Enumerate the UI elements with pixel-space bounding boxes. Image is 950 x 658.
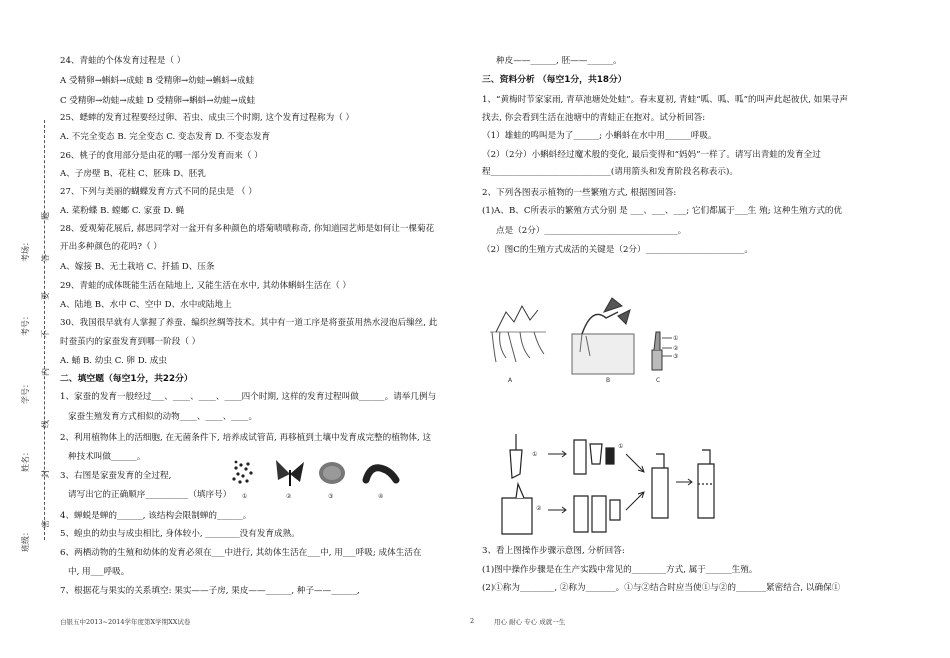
cocoon-drawing <box>319 462 345 484</box>
analysis-1-q2: （2）（2分）小蝌蚪经过魔术般的变化, 最后变得和“妈妈”一样了。请写出青蛙的发育全过 <box>482 150 821 160</box>
fill-3: 3、右图是家蚕发育的全过程, <box>60 471 172 481</box>
exam-room-label: 考场： <box>21 238 30 262</box>
analysis-1-q2-cont: 程____________________________(请用箭头和发育阶段名称表示)。 <box>482 167 738 177</box>
student-number-label: 学号： <box>21 380 30 404</box>
figure-c-label-2: ② <box>673 345 679 352</box>
analysis-2-q1: (1)A、B、C所表示的繁殖方式分别 是 ___、___、___; 它们都属于___生 殖; 这种生殖方式的优 <box>482 206 843 216</box>
analysis-1: 1、“黄梅时节家家雨, 青草池塘处处蛙”。春末夏初, 青蛙“呱、呱、呱”的叫声此起彼伏, 如果寻声 <box>482 95 848 105</box>
question-28-cont: 开出多种颜色的花吗?（ ） <box>60 242 162 252</box>
fill-7-cont: 种皮——______, 胚——______。 <box>496 56 622 66</box>
fill-1: 1、家蚕的发育一般经过___、____、____、____四个时期, 这样的发育过程叫做______。请举几例与 <box>60 392 437 402</box>
question-27: 27、下列与美丽的蝴蝶发育方式不同的昆虫是 （ ） <box>60 187 257 197</box>
question-30-cont: 时蚕茧内的家蚕发育到哪一阶段（ ） <box>60 337 201 347</box>
seal-char: 线 <box>41 420 50 428</box>
egg-cluster-drawing <box>232 461 252 484</box>
fill-2: 2、利用植物体上的活细胞, 在无菌条件下, 培养成试管苗, 再移植到土壤中发育成完整的植物体, 这 <box>60 433 432 443</box>
section-2-title: 二、填空题（每空1分，共22分） <box>60 374 193 384</box>
q25-options: A. 不完全变态 B. 完全变态 C. 变态发育 D. 不变态发育 <box>60 132 271 142</box>
seal-char: 不 <box>41 330 50 338</box>
fill-2-cont: 种技术叫做______。 <box>68 452 146 462</box>
fill-4: 4、蝉蜕是蝉的______, 该结构会限制蝉的______。 <box>60 511 252 521</box>
exam-number-label: 考号： <box>21 312 30 336</box>
graft-label-1: ① <box>532 451 538 458</box>
scion-and-stock-drawing <box>502 434 532 534</box>
q28-options: A、嫁接 B、无土栽培 C、扦插 D、压条 <box>60 262 215 272</box>
seal-char: 答 <box>41 254 50 262</box>
silkworm-figure <box>228 456 408 502</box>
figure-c-label-3: ③ <box>673 353 679 360</box>
footer-page-number: 2 <box>470 617 475 625</box>
footer-school: 白银五中2013~2014学年度第X学期XX试卷 <box>60 618 191 626</box>
fill-6-cont: 中, 用___呼吸。 <box>68 567 130 577</box>
analysis-3: 3、看上图操作步骤示意图, 分析回答: <box>482 546 625 556</box>
section-3-title: 三、资料分析 （每空1分，共18分） <box>482 75 627 85</box>
q29-options: A、陆地 B、水中 C、空中 D、水中或陆地上 <box>60 300 232 310</box>
name-label: 姓名： <box>21 448 30 472</box>
seal-char: 题 <box>41 212 50 220</box>
analysis-1-q1: （1）雄蛙的鸣叫是为了______; 小蝌蚪在水中用______呼吸。 <box>482 131 717 141</box>
question-26: 26、桃子的食用部分是由花的哪一部分发育而来（ ） <box>60 151 263 161</box>
analysis-2: 2、下列各图表示植物的一些繁殖方式, 根据图回答: <box>482 188 677 198</box>
question-30: 30、我国很早就有人掌握了养蚕、编织丝绸等技术。其中有一道工序是将蚕茧用热水浸泡后缫丝, 此 <box>60 318 438 328</box>
question-28: 28、爱观菊花展后, 郝思同学对一盆开有多种颜色的塔菊啧啧称奇, 你知道园艺师是如何让一棵菊花 <box>60 224 435 234</box>
binding-strip <box>0 0 56 658</box>
q24-options-ab: A 受精卵→蝌蚪→成蛙 B 受精卵→幼蛙→蝌蚪→成蛙 <box>60 76 255 86</box>
footer-motto: 用心 耐心 专心 成就一生 <box>494 618 566 626</box>
seal-char: 密 <box>41 520 50 528</box>
seal-char: 内 <box>41 368 50 376</box>
seal-char: 要 <box>41 292 50 300</box>
figure-c-grafting <box>652 332 672 370</box>
figure-c-label-1: ① <box>673 335 679 342</box>
figure-b-label: B <box>606 377 611 384</box>
analysis-1-cont: 找去, 你会看到生活在池塘中的青蛙正在抱对。试分析回答: <box>482 113 706 123</box>
q30-options: A. 蛹 B. 幼虫 C. 卵 D. 成虫 <box>60 356 167 366</box>
analysis-2-q2: （2）图C的生殖方式成活的关键是（2分）_______________________。 <box>482 245 754 255</box>
question-29: 29、青蛙的成体既能生活在陆地上, 又能生活在水中, 其幼体蝌蚪生活在（ ） <box>60 281 352 291</box>
silkworm-label-4: ④ <box>378 493 384 500</box>
class-label: 班级： <box>21 528 30 552</box>
propagation-figure <box>486 292 686 392</box>
q24-options-cd: C 受精卵→幼蛙→成蛙 D 受精卵→蝌蚪→幼蛙→成蛙 <box>60 96 256 106</box>
q26-options: A、子房壁 B、花柱 C、胚珠 D、胚乳 <box>60 169 206 179</box>
silkworm-label-2: ② <box>286 493 292 500</box>
graft-label-3: ① <box>618 443 624 450</box>
fill-5: 5、蝗虫的幼虫与成虫相比, 身体较小, ________没有发育成熟。 <box>60 529 300 539</box>
seal-char: 封 <box>41 470 50 478</box>
figure-a-label: A <box>508 377 513 384</box>
question-24: 24、青蛙的个体发育过程是（ ） <box>60 56 186 66</box>
grafting-steps-figure <box>492 434 732 538</box>
silkworm-label-3: ③ <box>328 493 334 500</box>
analysis-2-q1-cont: 点是（2分）_______________________________。 <box>496 226 687 236</box>
question-25: 25、蟋蟀的发育过程要经过卵、若虫、成虫三个时期, 这个发育过程称为（ ） <box>60 113 355 123</box>
figure-b-cutting <box>572 298 634 374</box>
fill-6: 6、两栖动物的生殖和幼体的发育必须在___中进行, 其幼体生活在___中, 用___呼吸; 成体生活在 <box>60 548 422 558</box>
fill-1-cont: 家蚕生殖发育方式相似的动物____、____、____。 <box>68 412 258 422</box>
analysis-3-q1: (1)图中操作步骤是在生产实践中常见的________方式, 属于______生殖。 <box>482 565 758 575</box>
larva-drawing <box>366 468 396 480</box>
q27-options: A. 菜粉蝶 B. 螳螂 C. 家蚕 D. 蝇 <box>60 206 185 216</box>
graft-steps-drawing <box>574 440 714 532</box>
figure-a-layering <box>490 306 546 362</box>
fill-7: 7、根据花与果实的关系填空: 果实——子房, 果皮——______, 种子——______, <box>60 586 360 596</box>
moth-drawing <box>276 460 304 486</box>
silkworm-label-1: ① <box>242 493 248 500</box>
figure-c-label: C <box>656 377 661 384</box>
analysis-3-q2: (2)①称为________, ②称为_______。①与②结合时应当使①与②的_______紧密结合, 以确保① <box>482 583 841 593</box>
graft-label-2: ② <box>536 505 542 512</box>
fill-3-cont: 请写出它的正确顺序__________（填序号） <box>68 490 232 500</box>
